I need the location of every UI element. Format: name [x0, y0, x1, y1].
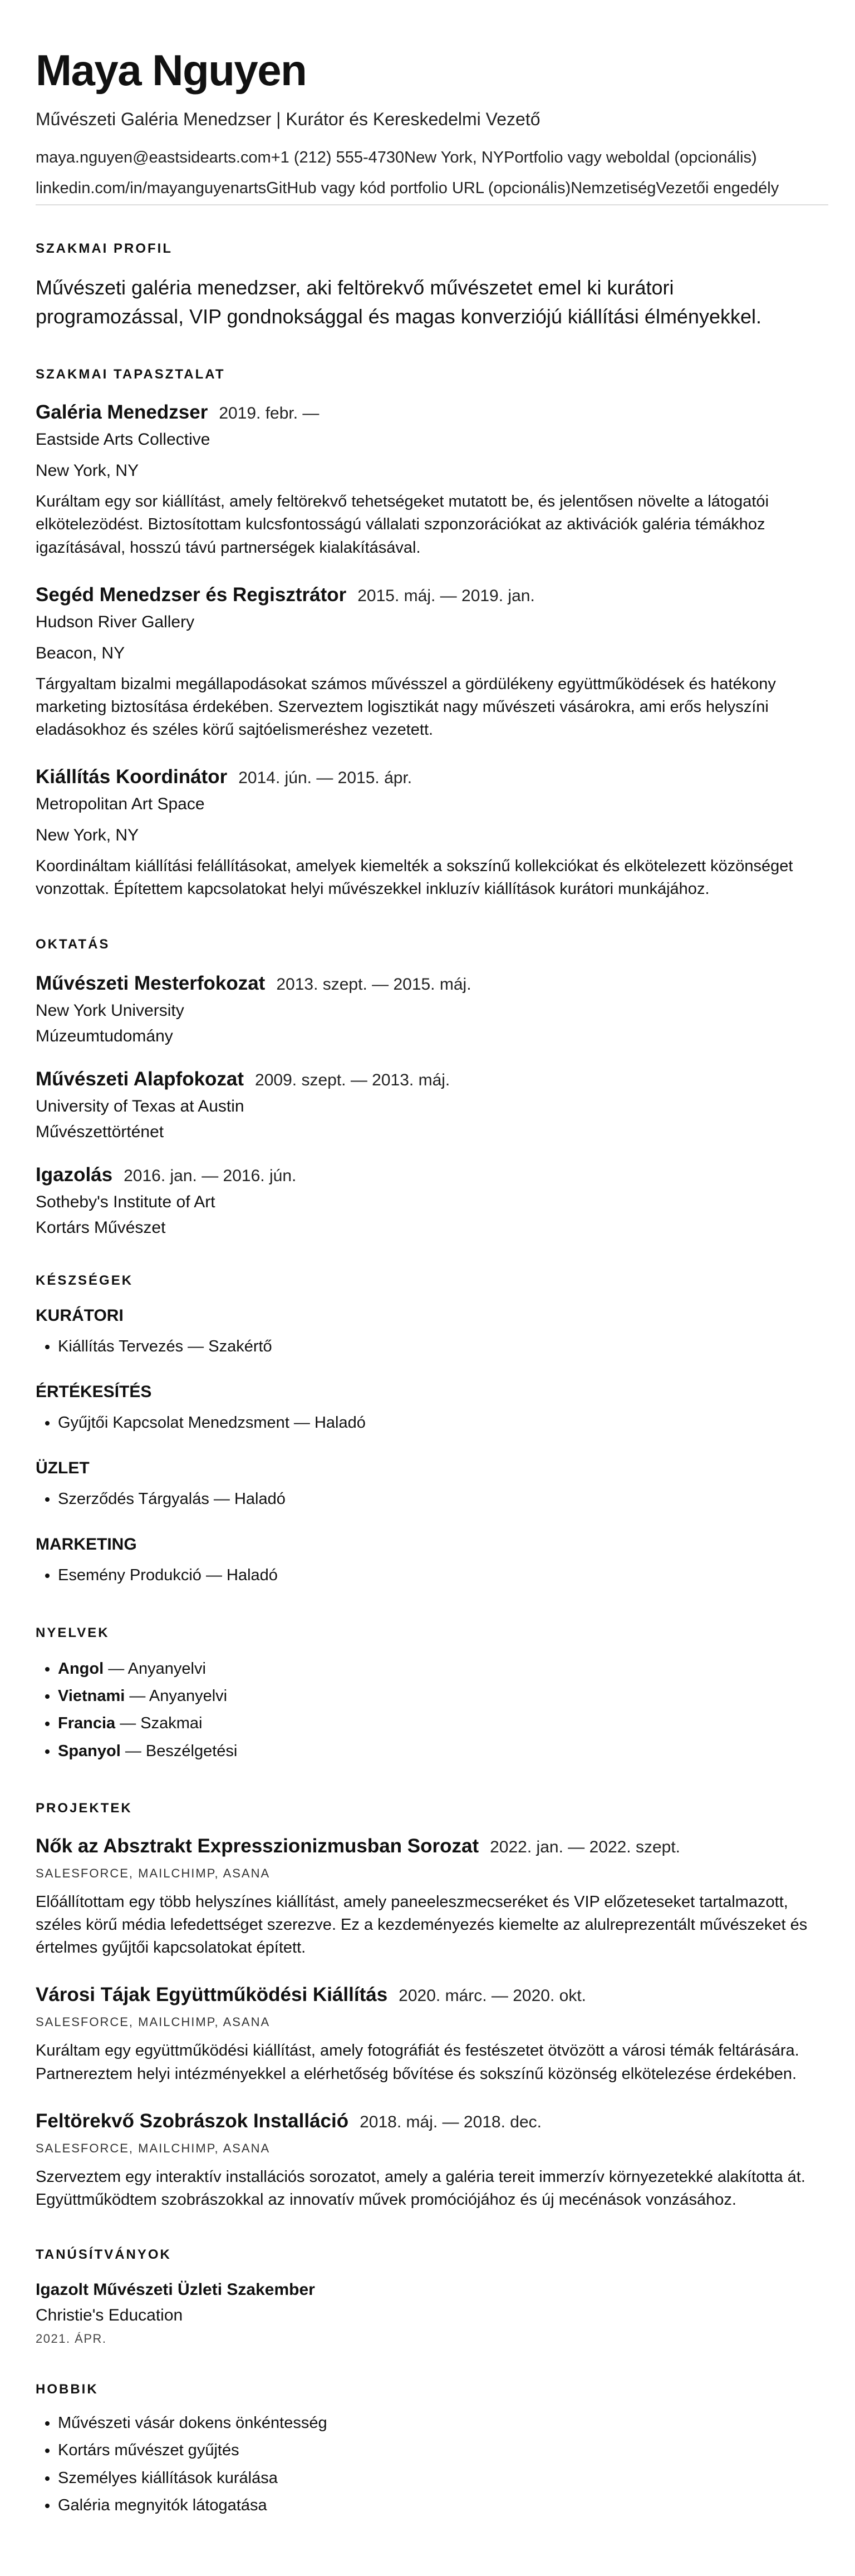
contact-line-2: linkedin.com/in/mayanguyenartsGitHub vagy kód portfolio URL (opcionális)NemzetiségVezetői engedély [36, 179, 779, 197]
experience-entry [36, 584, 819, 742]
projects-section [36, 1801, 819, 2211]
skill-list [36, 1333, 819, 1360]
profile-summary: Művészeti galéria menedzser, aki feltörekvő művészetet emel ki kurátori programozással, VIP gondnoksággal és magas konverziójú kiállítási élményekkel. [36, 276, 762, 328]
skill-item: • Kiállítás Tervezés — Szakértő [58, 1333, 819, 1360]
skill-list [36, 1409, 819, 1437]
project-entry [36, 2110, 819, 2211]
language-name: Angol [58, 1659, 104, 1678]
company-name: Hudson River Gallery [36, 612, 195, 631]
job-dates: 2014. jún. — 2015. ápr. [238, 769, 412, 788]
language-level: — Beszélgetési [120, 1742, 238, 1760]
hobby-list [36, 2410, 819, 2519]
job-location: Beacon, NY [36, 643, 125, 662]
section-title-languages: NYELVEK [36, 1625, 110, 1640]
education-dates: 2009. szept. — 2013. máj. [255, 1070, 450, 1089]
job-dates: 2019. febr. — [219, 404, 320, 423]
project-name: Feltörekvő Szobrászok Installáció [36, 2110, 349, 2132]
company-name: Eastside Arts Collective [36, 430, 210, 449]
school-name: New York University [36, 1001, 184, 1020]
section-title-profile: SZAKMAI PROFIL [36, 240, 173, 256]
job-title: Galéria Menedzser [36, 401, 208, 424]
headline: Művészeti Galéria Menedzser | Kurátor és Kereskedelmi Vezető [36, 109, 540, 129]
section-title-skills: KÉSZSÉGEK [36, 1272, 134, 1288]
skill-category: MARKETING [36, 1535, 137, 1554]
skill-list [36, 1562, 819, 1589]
education-entry [36, 1068, 819, 1142]
education-dates: 2016. jan. — 2016. jún. [124, 1166, 297, 1185]
field-of-study: Múzeumtudomány [36, 1026, 173, 1045]
language-item [58, 1710, 819, 1737]
skill-category: ÜZLET [36, 1459, 90, 1478]
project-dates: 2022. jan. — 2022. szept. [490, 1837, 681, 1856]
language-name: Francia [58, 1714, 116, 1733]
section-title-projects: PROJEKTEK [36, 1800, 132, 1816]
experience-section [36, 367, 819, 901]
skill-item: • Szerződés Tárgyalás — Haladó [58, 1486, 819, 1513]
project-dates: 2020. márc. — 2020. okt. [399, 1987, 586, 2005]
company-name: Metropolitan Art Space [36, 795, 205, 814]
job-location: New York, NY [36, 826, 139, 845]
hobby-item: • Kortárs művészet gyűjtés [58, 2437, 819, 2464]
project-description: Szerveztem egy interaktív installációs sorozatot, amely a galéria tereit immerzív környezetekké alakította át. Együttműködtem szobrászokkal az innovatív művek promóciójához és új mecénások vonzásához. [36, 2167, 805, 2209]
job-title: Kiállítás Koordinátor [36, 766, 228, 788]
section-title-education: OKTATÁS [36, 936, 110, 952]
experience-entry [36, 401, 819, 559]
certification-name: Igazolt Művészeti Üzleti Szakember [36, 2280, 315, 2299]
section-title-certifications: TANÚSÍTVÁNYOK [36, 2247, 171, 2263]
skill-item: • Esemény Produkció — Haladó [58, 1562, 819, 1589]
degree-title: Művészeti Alapfokozat [36, 1068, 244, 1090]
job-description: Koordináltam kiállítási felállításokat, amelyek kiemelték a sokszínű kollekciókat és elkötelezett közönséget vonzottak. Építettem kapcsolatokat helyi művészekkel inkluzív kiállítások kurátori munkájához. [36, 857, 793, 898]
education-dates: 2013. szept. — 2015. máj. [276, 975, 471, 994]
school-name: Sotheby's Institute of Art [36, 1192, 215, 1211]
project-description: Kuráltam egy együttműködési kiállítást, amely fotográfiát és festészetet ötvözött a városi témák feltárására. Partnereztem helyi intézményekkel a elérhetőség bővítése és sokszínű közönség elkötelezése érdekében. [36, 2042, 799, 2083]
experience-entry [36, 766, 819, 901]
job-title: Segéd Menedzser és Regisztrátor [36, 583, 347, 606]
project-dates: 2018. máj. — 2018. dec. [360, 2112, 542, 2131]
contact-line-1: maya.nguyen@eastsidearts.com+1 (212) 555-4730New York, NYPortfolio vagy weboldal (opcionális) [36, 148, 757, 166]
hobby-item: • Galéria megnyitók látogatása [58, 2492, 819, 2519]
project-tags: SALESFORCE, MAILCHIMP, ASANA [36, 2015, 271, 2029]
skill-category: ÉRTÉKESÍTÉS [36, 1382, 152, 1401]
degree-title: Igazolás [36, 1163, 113, 1186]
education-section [36, 937, 819, 1237]
hobbies-section [36, 2382, 819, 2519]
skills-section [36, 1273, 819, 1590]
section-title-experience: SZAKMAI TAPASZTALAT [36, 367, 225, 382]
skill-item: • Gyűjtői Kapcsolat Menedzsment — Haladó [58, 1409, 819, 1437]
person-name: Maya Nguyen [36, 46, 307, 95]
language-list [36, 1655, 819, 1765]
header-divider [36, 204, 828, 205]
project-name: Nők az Absztrakt Expresszionizmusban Sorozat [36, 1835, 479, 1857]
project-tags: SALESFORCE, MAILCHIMP, ASANA [36, 1866, 271, 1880]
job-dates: 2015. máj. — 2019. jan. [357, 586, 535, 605]
project-description: Előállítottam egy több helyszínes kiállítást, amely paneeleszmecseréket és VIP előzeteseket tartalmazott, széles körű média lefedettséget szerezve. Ez a kezdeményezés kiemelte az alulreprezentált művészeket és értelmes gyűjtői kapcsolatokat épített. [36, 1892, 808, 1957]
hobby-item: • Személyes kiállítások kurálása [58, 2465, 819, 2492]
section-title-hobbies: HOBBIK [36, 2382, 99, 2397]
certifications-section [36, 2247, 819, 2346]
skill-category: KURÁTORI [36, 1306, 124, 1325]
certification-issuer: Christie's Education [36, 2306, 183, 2325]
school-name: University of Texas at Austin [36, 1097, 244, 1115]
language-name: Spanyol [58, 1742, 121, 1760]
education-entry [36, 1164, 819, 1237]
field-of-study: Kortárs Művészet [36, 1218, 166, 1237]
language-item [58, 1738, 819, 1765]
skill-list [36, 1486, 819, 1513]
hobby-item: • Művészeti vásár dokens önkéntesség [58, 2410, 819, 2437]
language-name: Vietnami [58, 1687, 125, 1705]
job-location: New York, NY [36, 461, 139, 480]
project-name: Városi Tájak Együttműködési Kiállítás [36, 1984, 388, 2006]
project-entry [36, 1984, 819, 2085]
project-entry [36, 1835, 819, 1960]
degree-title: Művészeti Mesterfokozat [36, 972, 266, 994]
education-entry [36, 972, 819, 1046]
language-item [58, 1683, 819, 1710]
language-level: — Anyanyelvi [125, 1687, 228, 1705]
resume-header [36, 47, 819, 205]
certification-date: 2021. ÁPR. [36, 2332, 107, 2346]
field-of-study: Művészettörténet [36, 1122, 164, 1141]
job-description: Kuráltam egy sor kiállítást, amely feltörekvő tehetségeket mutatott be, és jelentősen növelte a látogatói elkötelezödést. Biztosítottam kulcsfontosságú vállalati szponzorációkat az aktivációk galéria témákhoz igazításával, hosszú távú partnerségek kialakításával. [36, 493, 769, 557]
job-description: Tárgyaltam bizalmi megállapodásokat számos művésszel a gördülékeny együttműködések és hatékony marketing biztosítása érdekében. Szerveztem logisztikát nagy művészeti vásárokra, ami erős helyszíni eladásokhoz és széles körű sajtóelismeréshez vezetett. [36, 675, 776, 739]
project-tags: SALESFORCE, MAILCHIMP, ASANA [36, 2141, 271, 2155]
profile-section [36, 241, 819, 331]
languages-section [36, 1625, 819, 1765]
language-level: — Anyanyelvi [104, 1659, 206, 1678]
language-item [58, 1655, 819, 1683]
language-level: — Szakmai [115, 1714, 203, 1733]
